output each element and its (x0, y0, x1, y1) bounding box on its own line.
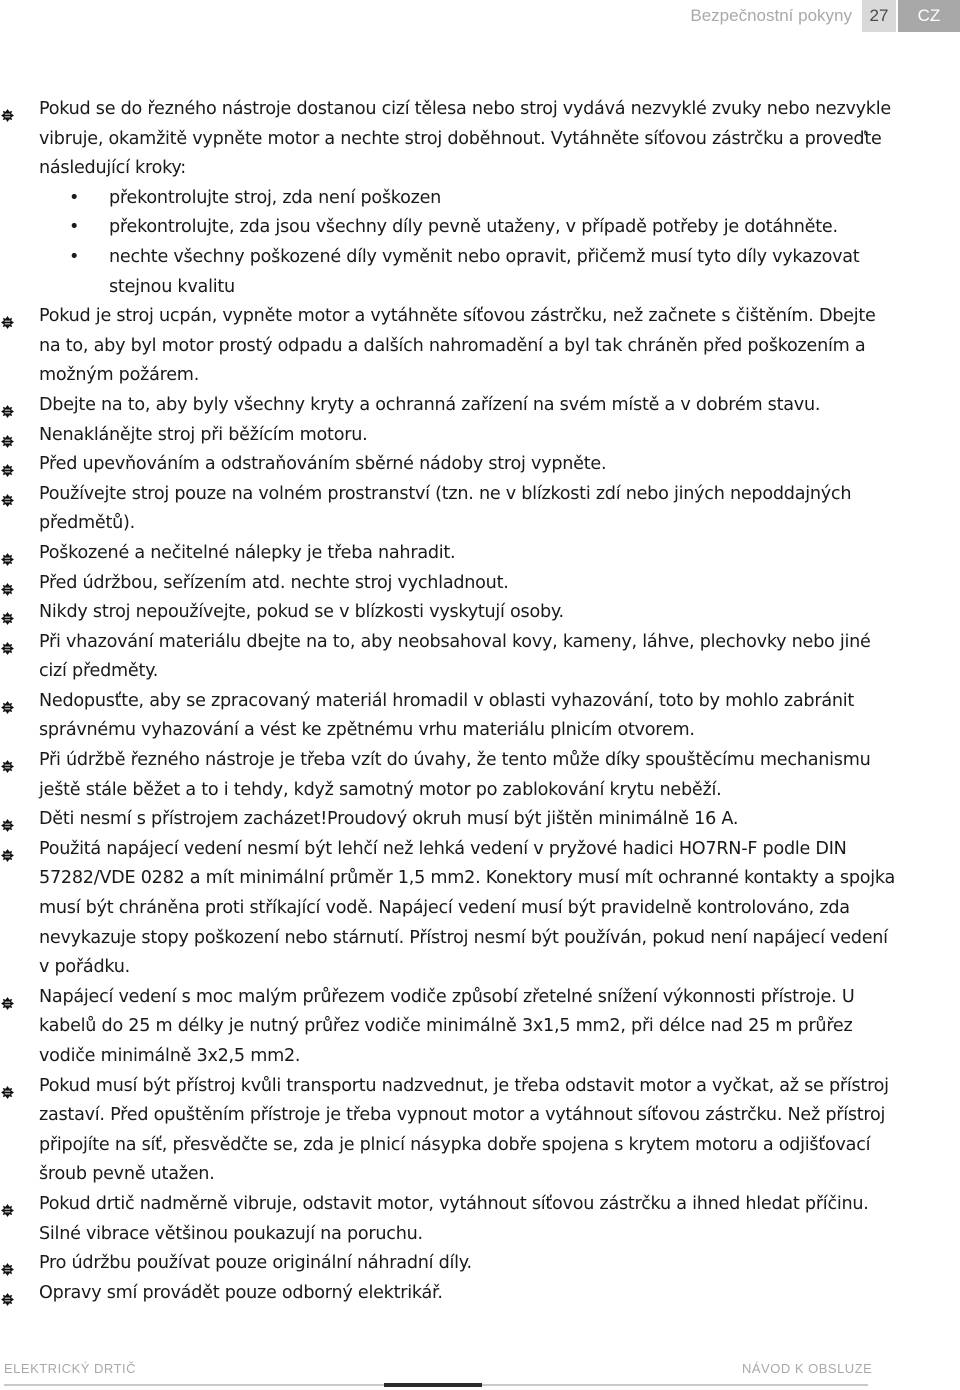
diamond-bullet-icon (1, 813, 14, 826)
list-item (0, 628, 900, 687)
list-item (0, 421, 900, 451)
diamond-bullet-icon (1, 488, 14, 501)
diamond-bullet-icon (1, 1257, 14, 1270)
diamond-bullet-icon (1, 310, 14, 323)
footer-rule-left (4, 1384, 384, 1386)
diamond-bullet-icon (1, 399, 14, 412)
dot-bullet-icon: • (69, 246, 80, 267)
item-text: Pro údržbu používat pouze originální náhradní díly. (39, 1253, 472, 1274)
diamond-bullet-icon (1, 695, 14, 708)
dot-bullet-icon: • (69, 187, 80, 208)
list-item (0, 302, 900, 391)
item-text: Při vhazování materiálu dbejte na to, aby neobsahoval kovy, kameny, láhve, plechovky nebo jiné cizí předměty. (39, 631, 871, 682)
diamond-bullet-icon (1, 606, 14, 619)
list-item (0, 687, 900, 746)
diamond-bullet-icon (1, 547, 14, 560)
list-item (0, 1249, 900, 1279)
section-title: Bezpečnostní pokyny (690, 6, 852, 25)
sub-item-text: překontrolujte stroj, zda není poškozen (109, 187, 442, 208)
diamond-bullet-icon (1, 1198, 14, 1211)
item-text: Opravy smí provádět pouze odborný elektrikář. (39, 1282, 443, 1303)
item-text: Před upevňováním a odstraňováním sběrné nádoby stroj vypněte. (39, 454, 607, 475)
item-text: Pokud musí být přístroj kvůli transportu nadzvednut, je třeba odstavit motor a vyčkat, až se přístroj zastaví. Před opuštěním přístroje je třeba vypnout motor a vytáhnout síťovou zástrčku. Než přístroj připojíte na síť, přesvědčte se, zda je plnicí násypka dobře spojena s krytem motoru a odjišťovací šroub pevně utažen. (39, 1075, 889, 1185)
diamond-bullet-icon (1, 636, 14, 649)
diamond-bullet-icon (1, 1287, 14, 1300)
diamond-bullet-icon (1, 754, 14, 767)
item-text: Napájecí vedení s moc malým průřezem vodiče způsobí zřetelné snížení výkonnosti přístroje. U kabelů do 25 m délky je nutný průřez vodiče minimálně 3x1,5 mm2, při délce nad 25 m průřez vodiče minimálně 3x2,5 mm2. (39, 986, 855, 1066)
list-item (0, 1190, 900, 1249)
sub-item-text: nechte všechny poškozené díly vyměnit nebo opravit, přičemž musí tyto díly vykazovat stejnou kvalitu (109, 246, 860, 297)
list-item (0, 391, 900, 421)
footer-rule-accent (384, 1383, 482, 1387)
list-item (0, 539, 900, 569)
list-item (0, 450, 900, 480)
page-number: 27 (862, 0, 896, 32)
sub-list-item (0, 184, 900, 214)
footer-product-name: ELEKTRICKÝ DRTIČ (4, 1361, 137, 1376)
item-text: Nedopusťte, aby se zpracovaný materiál hromadil v oblasti vyhazování, toto by mohlo zabránit správnému vyhazování a vést ke zpětnému vrhu materiálu plnicím otvorem. (39, 690, 855, 741)
item-text: Nikdy stroj nepoužívejte, pokud se v blízkosti vyskytují osoby. (39, 602, 564, 623)
item-text: Používejte stroj pouze na volném prostranství (tzn. ne v blízkosti zdí nebo jiných nepoddajných předmětů). (39, 483, 852, 534)
item-text: Pokud je stroj ucpán, vypněte motor a vytáhněte síťovou zástrčku, než začnete s čištěním. Dbejte na to, aby byl motor prostý odpadu a dalších nahromadění a byl tak chráněn před poškozením a možným požárem. (39, 306, 876, 386)
page-header (690, 0, 960, 32)
language-tab: CZ (898, 0, 960, 32)
sub-list-item (0, 213, 900, 243)
item-text: Nenaklánějte stroj při běžícím motoru. (39, 424, 368, 445)
item-text: Děti nesmí s přístrojem zacházet!Proudový okruh musí být jištěn minimálně 16 A. (39, 809, 739, 830)
list-item (0, 983, 900, 1072)
list-item (0, 1279, 900, 1309)
safety-list (0, 95, 900, 1308)
diamond-bullet-icon (1, 103, 14, 116)
dot-bullet-icon: • (69, 217, 80, 238)
item-text: Pokud se do řezného nástroje dostanou cizí tělesa nebo stroj vydává nezvyklé zvuky nebo nezvykle vibruje, okamžitě vypněte motor a nechte stroj doběhnout. Vytáhněte síťovou zástrčku a proveďte následující kroky: (39, 99, 891, 179)
diamond-bullet-icon (1, 843, 14, 856)
diamond-bullet-icon (1, 458, 14, 471)
list-item (0, 598, 900, 628)
list-item (0, 805, 900, 835)
sub-list-item (0, 243, 900, 302)
item-text: Pokud drtič nadměrně vibruje, odstavit motor, vytáhnout síťovou zástrčku a ihned hledat příčinu. Silné vibrace většinou poukazují na poruchu. (39, 1193, 869, 1244)
list-item (0, 1072, 900, 1190)
item-text: Použitá napájecí vedení nesmí být lehčí než lehká vedení v pryžové hadici HO7RN-F podle DIN 57282/VDE 0282 a mít minimální průměr 1,5 mm2. Konektory musí mít ochranné kontakty a spojka musí být chráněna proti stříkající vodě. Napájecí vedení musí být pravidelně kontrolováno, zda nevykazuje stopy poškození nebo stárnutí. Přístroj nesmí být používán, pokud není napájecí vedení v pořádku. (39, 838, 896, 978)
diamond-bullet-icon (1, 1080, 14, 1093)
list-item (0, 746, 900, 805)
item-text: Dbejte na to, aby byly všechny kryty a ochranná zařízení na svém místě a v dobrém stavu. (39, 394, 821, 415)
footer-rule-right (482, 1384, 868, 1386)
footer-document-title: NÁVOD K OBSLUZE (742, 1361, 873, 1376)
list-item (0, 835, 900, 983)
diamond-bullet-icon (1, 577, 14, 590)
list-item (0, 95, 900, 184)
sub-item-text: překontrolujte, zda jsou všechny díly pevně utaženy, v případě potřeby je dotáhněte. (109, 217, 838, 238)
list-item (0, 569, 900, 599)
item-text: Před údržbou, seřízením atd. nechte stroj vychladnout. (39, 572, 509, 593)
diamond-bullet-icon (1, 429, 14, 442)
item-text: Poškozené a nečitelné nálepky je třeba nahradit. (39, 542, 456, 563)
diamond-bullet-icon (1, 991, 14, 1004)
list-item (0, 480, 900, 539)
item-text: Při údržbě řezného nástroje je třeba vzít do úvahy, že tento může díky spouštěcímu mechanismu ještě stále běžet a to i tehdy, když samotný motor po zablokování krytu neběží. (39, 750, 871, 800)
